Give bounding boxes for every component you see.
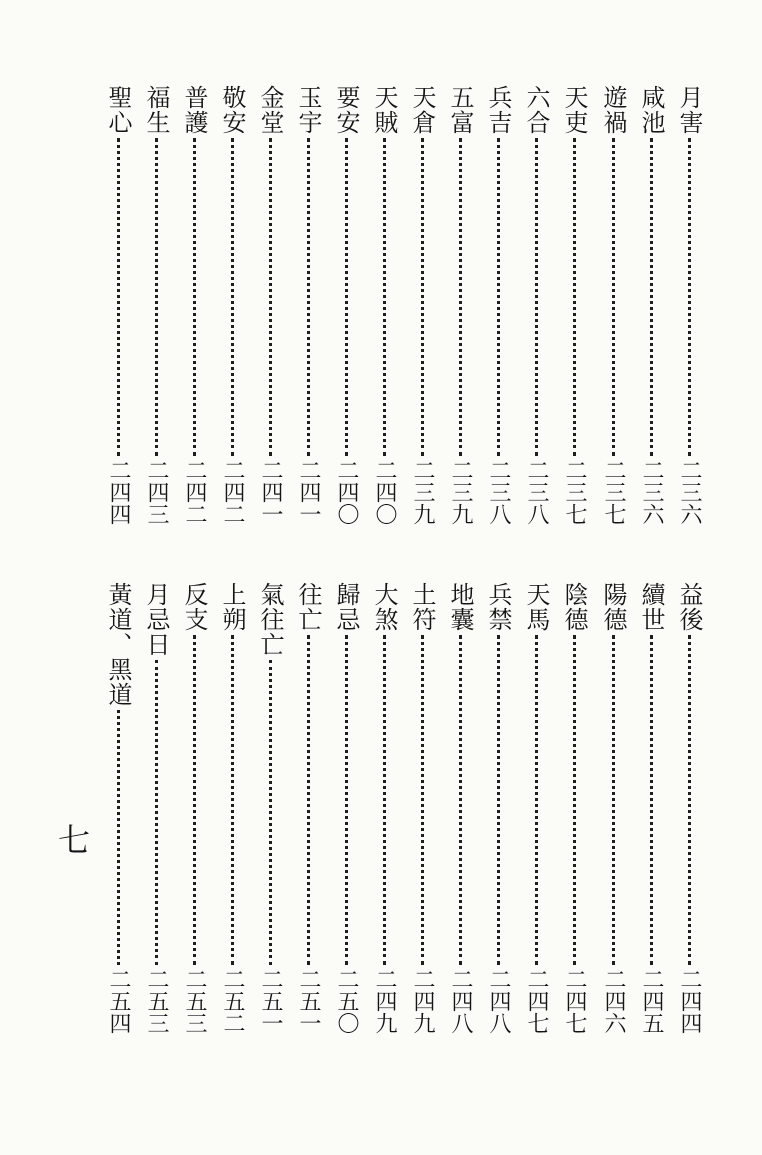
entry-title: 天倉 bbox=[408, 85, 436, 135]
leader-dots bbox=[535, 138, 538, 456]
leader-dots bbox=[573, 138, 576, 456]
entry-title: 反支 bbox=[180, 582, 208, 632]
leader-dots bbox=[345, 138, 348, 456]
leader-dots bbox=[535, 635, 538, 965]
page-number: 二四〇 bbox=[334, 459, 359, 525]
entry-title: 敬安 bbox=[218, 85, 246, 135]
leader-dots bbox=[650, 138, 653, 456]
leader-dots bbox=[155, 660, 158, 965]
leader-dots bbox=[383, 138, 386, 456]
toc-entry bbox=[636, 582, 666, 1034]
leader-dots bbox=[688, 635, 691, 965]
entry-title: 天吏 bbox=[560, 85, 588, 135]
toc-entry bbox=[598, 582, 628, 1034]
entry-title: 福生 bbox=[142, 85, 170, 135]
entry-title: 大煞 bbox=[370, 582, 398, 632]
entry-title: 金堂 bbox=[256, 85, 284, 135]
page-number: 二四一 bbox=[296, 459, 321, 525]
toc-entry bbox=[293, 582, 323, 1034]
toc-entry bbox=[217, 582, 247, 1034]
entry-title: 月忌日 bbox=[142, 582, 170, 657]
leader-dots bbox=[421, 635, 424, 965]
page-number: 二五二 bbox=[220, 968, 245, 1034]
toc-entry bbox=[293, 85, 323, 525]
leader-dots bbox=[688, 138, 691, 456]
toc-entry bbox=[369, 582, 399, 1034]
page-number: 二三七 bbox=[601, 459, 626, 525]
leader-dots bbox=[231, 635, 234, 965]
page-number: 二四六 bbox=[601, 968, 626, 1034]
page-number: 二三八 bbox=[524, 459, 549, 525]
page-number: 二四二 bbox=[182, 459, 207, 525]
entry-title: 氣往亡 bbox=[256, 582, 284, 657]
leader-dots bbox=[307, 635, 310, 965]
entry-title: 上朔 bbox=[218, 582, 246, 632]
entry-title: 陽德 bbox=[599, 582, 627, 632]
page-number: 二五一 bbox=[296, 968, 321, 1034]
leader-dots bbox=[497, 138, 500, 456]
leader-dots bbox=[459, 635, 462, 965]
entry-title: 天馬 bbox=[522, 582, 550, 632]
toc-entry bbox=[217, 85, 247, 525]
toc-entry bbox=[331, 85, 361, 525]
entry-title: 益後 bbox=[675, 582, 703, 632]
toc-entry bbox=[559, 85, 589, 525]
leader-dots bbox=[307, 138, 310, 456]
page-number: 二三九 bbox=[448, 459, 473, 525]
leader-dots bbox=[612, 635, 615, 965]
entry-title: 遊禍 bbox=[599, 85, 627, 135]
page-number: 二四一 bbox=[258, 459, 283, 525]
toc-entry bbox=[369, 85, 399, 525]
leader-dots bbox=[345, 635, 348, 965]
page-number: 二三八 bbox=[486, 459, 511, 525]
toc-entry bbox=[445, 582, 475, 1034]
toc-entry bbox=[103, 85, 133, 525]
entry-title: 天賊 bbox=[370, 85, 398, 135]
leader-dots bbox=[383, 635, 386, 965]
toc-entry bbox=[103, 582, 133, 1034]
entry-title: 土符 bbox=[408, 582, 436, 632]
toc-entry bbox=[521, 85, 551, 525]
toc-entry bbox=[407, 85, 437, 525]
toc-entry bbox=[674, 85, 704, 525]
leader-dots bbox=[573, 635, 576, 965]
page-number: 二四七 bbox=[524, 968, 549, 1034]
page-number: 二四〇 bbox=[372, 459, 397, 525]
page-number: 二四八 bbox=[448, 968, 473, 1034]
leader-dots bbox=[117, 138, 120, 456]
leader-dots bbox=[650, 635, 653, 965]
leader-dots bbox=[497, 635, 500, 965]
leader-dots bbox=[117, 710, 120, 965]
toc-entry bbox=[636, 85, 666, 525]
leader-dots bbox=[269, 660, 272, 965]
folio-page-number: 七 bbox=[58, 821, 91, 859]
toc-entry bbox=[674, 582, 704, 1034]
toc-entry bbox=[559, 582, 589, 1034]
page-number: 二五三 bbox=[144, 968, 169, 1034]
page-number: 二四三 bbox=[144, 459, 169, 525]
leader-dots bbox=[269, 138, 272, 456]
page-number: 二四二 bbox=[220, 459, 245, 525]
toc-entry bbox=[483, 85, 513, 525]
page-number: 二四八 bbox=[486, 968, 511, 1034]
page-number: 二三七 bbox=[562, 459, 587, 525]
toc-entry bbox=[407, 582, 437, 1034]
toc-entry bbox=[179, 582, 209, 1034]
page-number: 二五一 bbox=[258, 968, 283, 1034]
entry-title: 陰德 bbox=[560, 582, 588, 632]
entry-title: 聖心 bbox=[104, 85, 132, 135]
page-number: 二三九 bbox=[410, 459, 435, 525]
toc-entry bbox=[255, 85, 285, 525]
page-number: 二五四 bbox=[106, 968, 131, 1034]
toc-entry bbox=[141, 85, 171, 525]
entry-title: 咸池 bbox=[637, 85, 665, 135]
entry-title: 地囊 bbox=[446, 582, 474, 632]
leader-dots bbox=[193, 138, 196, 456]
entry-title: 玉宇 bbox=[294, 85, 322, 135]
page-number: 二四九 bbox=[410, 968, 435, 1034]
leader-dots bbox=[421, 138, 424, 456]
page-number: 二五三 bbox=[182, 968, 207, 1034]
entry-title: 普護 bbox=[180, 85, 208, 135]
toc-entry bbox=[331, 582, 361, 1034]
leader-dots bbox=[612, 138, 615, 456]
page-number: 二三六 bbox=[677, 459, 702, 525]
page-number: 二四四 bbox=[106, 459, 131, 525]
toc-entry bbox=[598, 85, 628, 525]
page-number: 二五〇 bbox=[334, 968, 359, 1034]
toc-entry bbox=[141, 582, 171, 1034]
toc-entry bbox=[521, 582, 551, 1034]
toc-entry bbox=[179, 85, 209, 525]
entry-title: 兵禁 bbox=[484, 582, 512, 632]
leader-dots bbox=[459, 138, 462, 456]
entry-title: 續世 bbox=[637, 582, 665, 632]
leader-dots bbox=[231, 138, 234, 456]
entry-title: 歸忌 bbox=[332, 582, 360, 632]
entry-title: 往亡 bbox=[294, 582, 322, 632]
entry-title: 黃道、黑道 bbox=[104, 582, 132, 707]
leader-dots bbox=[193, 635, 196, 965]
toc-entry bbox=[445, 85, 475, 525]
entry-title: 月害 bbox=[675, 85, 703, 135]
page-number: 二四七 bbox=[562, 968, 587, 1034]
toc-entry bbox=[483, 582, 513, 1034]
toc-entry bbox=[255, 582, 285, 1034]
entry-title: 六合 bbox=[522, 85, 550, 135]
page-number: 二四九 bbox=[372, 968, 397, 1034]
entry-title: 兵吉 bbox=[484, 85, 512, 135]
entry-title: 要安 bbox=[332, 85, 360, 135]
page-number: 二四五 bbox=[639, 968, 664, 1034]
entry-title: 五富 bbox=[446, 85, 474, 135]
page-number: 二三六 bbox=[639, 459, 664, 525]
leader-dots bbox=[155, 138, 158, 456]
page-number: 二四四 bbox=[677, 968, 702, 1034]
